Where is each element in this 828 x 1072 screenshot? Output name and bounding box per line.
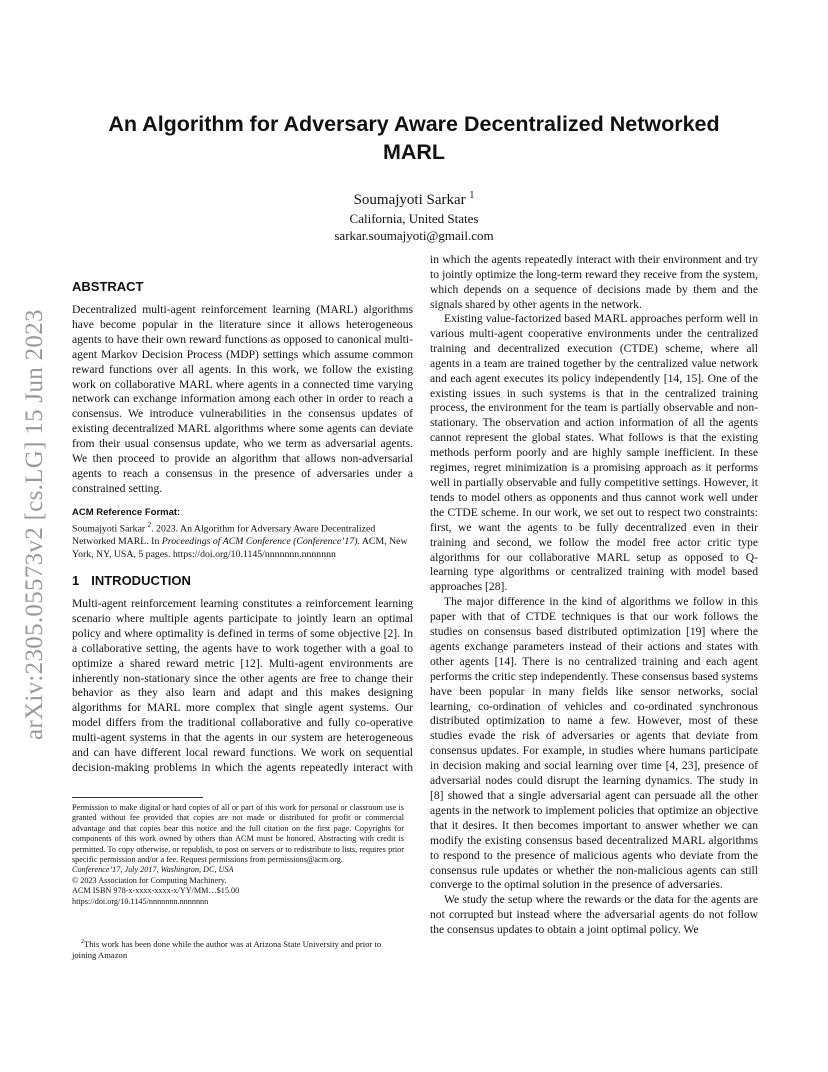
footnote-rule (72, 797, 203, 798)
abstract-heading: ABSTRACT (72, 279, 144, 294)
author-affiliation: California, United States (349, 211, 479, 226)
acm-reference-heading: ACM Reference Format: (72, 506, 181, 518)
intro-paragraph-1: Multi-agent reinforcement learning constitutes a reinforcement learning scenario where multiple agents participate to jointly learn an optimal policy and where optimality is defined in terms of some objective [2]. In a collaborative setting, the agents have to work together with a goal to optimize a shared reward metric [12]. Multi-agent environments are inherently non-stationary since the other agents are free to change their behavior as they also learn and adapt and this makes designing algorithms for MARL more complex that single agent systems. Our model differs from the traditional collaborative and fully co-operative multi-agent systems in that the agents in our system are heterogeneous and can have different local reward functions. We work on sequential decision-making problems in which the agents repeatedly interact with (72, 597, 413, 775)
footnote-text: This work has been done while the author was at Arizona State University and prior to joining Amazon (72, 938, 382, 960)
acm-ref-venue: Proceedings of ACM Conference (Conference’17). (161, 536, 360, 548)
footnote-mark: 2 (81, 939, 84, 945)
left-column (72, 279, 413, 775)
title-line-1: An Algorithm for Adversary Aware Decentralized Networked (108, 112, 720, 136)
intro-paragraph-1-continued (430, 252, 758, 312)
intro-title: INTRODUCTION (91, 573, 191, 589)
acm-ref-author: Soumajyoti Sarkar (72, 523, 146, 535)
permission-text: Permission to make digital or hard copies of all or part of this work for personal or classroom use is granted without fee provided that copies are not made or distributed for profit or commercial advantage and that copies bear this notice and the full citation on the first page. Copyrights for components of this work owned by others than ACM must be honored. Abstracting with credit is permitted. To copy otherwise, or republish, to post on servers or to redistribute to lists, requires prior specific permission and/or a fee. Request permissions from permissions@acm.org. (72, 803, 404, 865)
permission-block (72, 803, 404, 907)
arxiv-stamp-text: arXiv:2305.05573v2 [cs.LG] 15 Jun 2023 (21, 309, 48, 740)
intro-paragraph-4: We study the setup where the rewards or the data for the agents are not corrupted but instead where the adversarial agents do not follow the consensus updates to obtain a joint optimal policy. We (430, 893, 758, 937)
paper-title (60, 110, 768, 166)
author-footnote (72, 937, 404, 961)
acm-reference-text (72, 519, 413, 561)
right-column (430, 252, 758, 938)
doi-line: https://doi.org/10.1145/nnnnnnn.nnnnnnn (72, 896, 209, 906)
intro-heading (72, 573, 413, 589)
author-email: sarkar.soumajyoti@gmail.com (334, 228, 494, 243)
title-line-2: MARL (382, 140, 446, 164)
author-name-line (214, 186, 614, 210)
author-footnote-mark: 1 (469, 190, 475, 201)
abstract-text: Decentralized multi-agent reinforcement learning (MARL) algorithms have become popular in the literature since it allows heterogeneous agents to have their own reward functions as opposed to canonical multi-agent Markov Decision Process (MDP) settings which assume common reward functions over all agents. In this work, we follow the existing work on collaborative MARL where agents in a connected time varying network can exchange information among each other in order to reach a consensus. We introduce vulnerabilities in the consensus updates of existing decentralized MARL algorithms where some agents can deviate from their usual consensus update, who we term as adversarial agents. We then proceed to provide an algorithm that allows non-adversarial agents to reach a consensus in the presence of adversaries under a constrained setting. (72, 303, 413, 495)
author-name: Soumajyoti Sarkar (353, 192, 466, 208)
author-block (214, 186, 614, 244)
intro-paragraph-3: The major difference in the kind of algorithms we follow in this paper with that of CTDE techniques is that our work follows the studies on consensus based distributed optimization [19] where the agents exchange parameters instead of their actions and states with other agents [14]. There is no centralized training and each agent performs the critic step independently. These consensus based systems have been popular in many fields like sensor networks, social learning, co-ordination of vehicles and co-ordinated synchronous distributed optimization to name a few. However, most of these studies evade the risk of adversaries or agents that deviate from consensus updates. For example, in studies where humans participate in decision making and social learning over time [4, 23], presence of adversarial nodes could disrupt the learning dynamics. The study in [8] showed that a single adversarial agent can persuade all the other agents in the network to implement policies that optimize an objective that it desires. It then becomes important to answer whether we can modify the existing consensus based decentralized MARL algorithms to respond to the presence of malicious agents who deviate from the consensus rule updates or whether the non-malicious agents can still converge to the optimal solution in the presence of adversaries. (430, 595, 758, 892)
conference-line: Conference’17, July 2017, Washington, DC, USA (72, 865, 234, 875)
intro-paragraph-2: Existing value-factorized based MARL approaches perform well in various multi-agent cooperative environments under the centralized training and decentralized execution (CTDE) scheme, where all agents in a team are trained together by the centralized value network and each agent executes its policy independently [14, 15]. One of the existing issues in such systems is that in the centralized training process, the environment for the team is partially observable and non-stationary. The observation and action information of all the agents cannot represent the global states. What follows is that the existing methods perform poorly and are highly sample inefficient. In these regimes, regret minimization is a promising approach as it performs well in partially observable and fully competitive settings. However, it tends to model others as opponents and thus cannot work well under the CTDE scheme. In our work, we set out to respect two constraints: first, we want the agents to be fully decentralized even in their training and second, we follow the model free actor critic type algorithms for our collaborative MARL setup as opposed to Q-learning type algorithms or centralized training with model based approaches [28]. (430, 312, 758, 594)
intro-paragraph-1-tail: in which the agents repeatedly interact with their environment and try to jointly optimize the long-term reward they receive from the system, which depends on a sequence of decisions made by them and the signals shared by other agents in the network. (430, 252, 758, 311)
acm-ref-tail: ACM, New York, NY, USA, 5 pages. https://doi.org/10.1145/nnnnnnn.nnnnnnn (72, 536, 408, 561)
acm-reference (72, 506, 413, 561)
isbn-line: ACM ISBN 978-x-xxxx-xxxx-x/YY/MM…$15.00 (72, 886, 240, 896)
acm-ref-middle: . 2023. An Algorithm for Adversary Aware Decentralized Networked MARL. In (72, 523, 376, 548)
arxiv-stamp (20, 265, 46, 740)
acm-ref-mark: 2 (147, 520, 152, 529)
copyright-line: © 2023 Association for Computing Machinery. (72, 875, 227, 885)
intro-number: 1 (72, 573, 80, 589)
